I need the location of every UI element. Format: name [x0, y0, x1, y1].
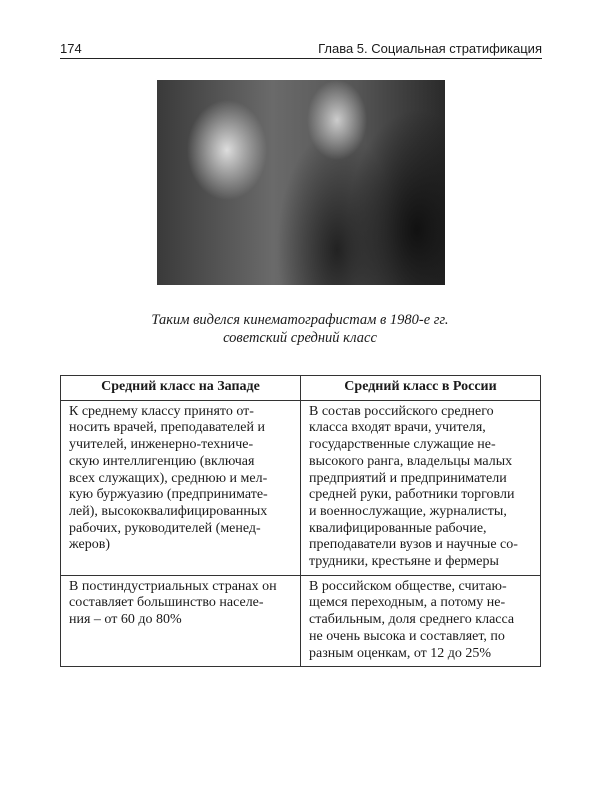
photo-caption: [0, 311, 600, 347]
running-header: [60, 40, 542, 59]
cell-line: не очень высока и составляет, по: [309, 628, 505, 644]
cell-line: скую интеллигенцию (включая: [69, 453, 255, 469]
cell-line: рабочих, руководителей (менед-: [69, 520, 261, 536]
cell-line: класса входят врачи, учителя,: [309, 420, 486, 436]
cell-line: трудники, крестьяне и фермеры: [309, 554, 499, 570]
cell-line: и военнослужащие, журналисты,: [309, 503, 507, 519]
cell-line: жеров): [69, 537, 110, 553]
table-cell: [61, 400, 301, 575]
column-header: Средний класс в России: [301, 376, 541, 401]
cell-line: высокого ранга, владельцы малых: [309, 453, 513, 469]
cell-line: К среднему классу принято от-: [69, 403, 254, 419]
caption-line: советский средний класс: [223, 330, 377, 346]
column-header: Средний класс на Западе: [61, 376, 301, 401]
cell-line: В российском обществе, считаю-: [309, 578, 507, 594]
table-row: [61, 400, 541, 575]
cell-line: предприятий и предприниматели: [309, 470, 507, 486]
cell-line: разным оценкам, от 12 до 25%: [309, 645, 492, 661]
table-cell: [301, 575, 541, 667]
table-cell: [61, 575, 301, 667]
cell-line: щемся переходным, а потому не-: [309, 595, 506, 611]
cell-line: учителей, инженерно-техниче-: [69, 437, 254, 453]
comparison-table: [60, 375, 541, 667]
cell-line: составляет большинство населе-: [69, 595, 264, 611]
cell-line: В постиндустриальных странах он: [69, 578, 277, 594]
chapter-title: Глава 5. Социальная стратификация: [318, 41, 542, 56]
cell-line: лей), высококвалифицированных: [69, 503, 268, 519]
cell-line: квалифицированные рабочие,: [309, 520, 487, 536]
caption-line: Таким виделся кинематографистам в 1980-е гг.: [151, 312, 449, 328]
table-row: [61, 575, 541, 667]
table-header-row: [61, 376, 541, 401]
table-cell: [301, 400, 541, 575]
photo: [157, 80, 445, 285]
cell-line: кую буржуазию (предпринимате-: [69, 487, 268, 503]
cell-line: стабильным, доля среднего класса: [309, 612, 515, 628]
cell-line: носить врачей, преподавателей и: [69, 420, 265, 436]
cell-line: средней руки, работники торговли: [309, 487, 515, 503]
cell-line: государственные служащие не-: [309, 437, 496, 453]
cell-line: всех служащих), среднюю и мел-: [69, 470, 268, 486]
page-number: 174: [60, 41, 82, 56]
cell-line: ния – от 60 до 80%: [69, 612, 182, 628]
cell-line: преподаватели вузов и научные со-: [309, 537, 518, 553]
cell-line: В состав российского среднего: [309, 403, 494, 419]
